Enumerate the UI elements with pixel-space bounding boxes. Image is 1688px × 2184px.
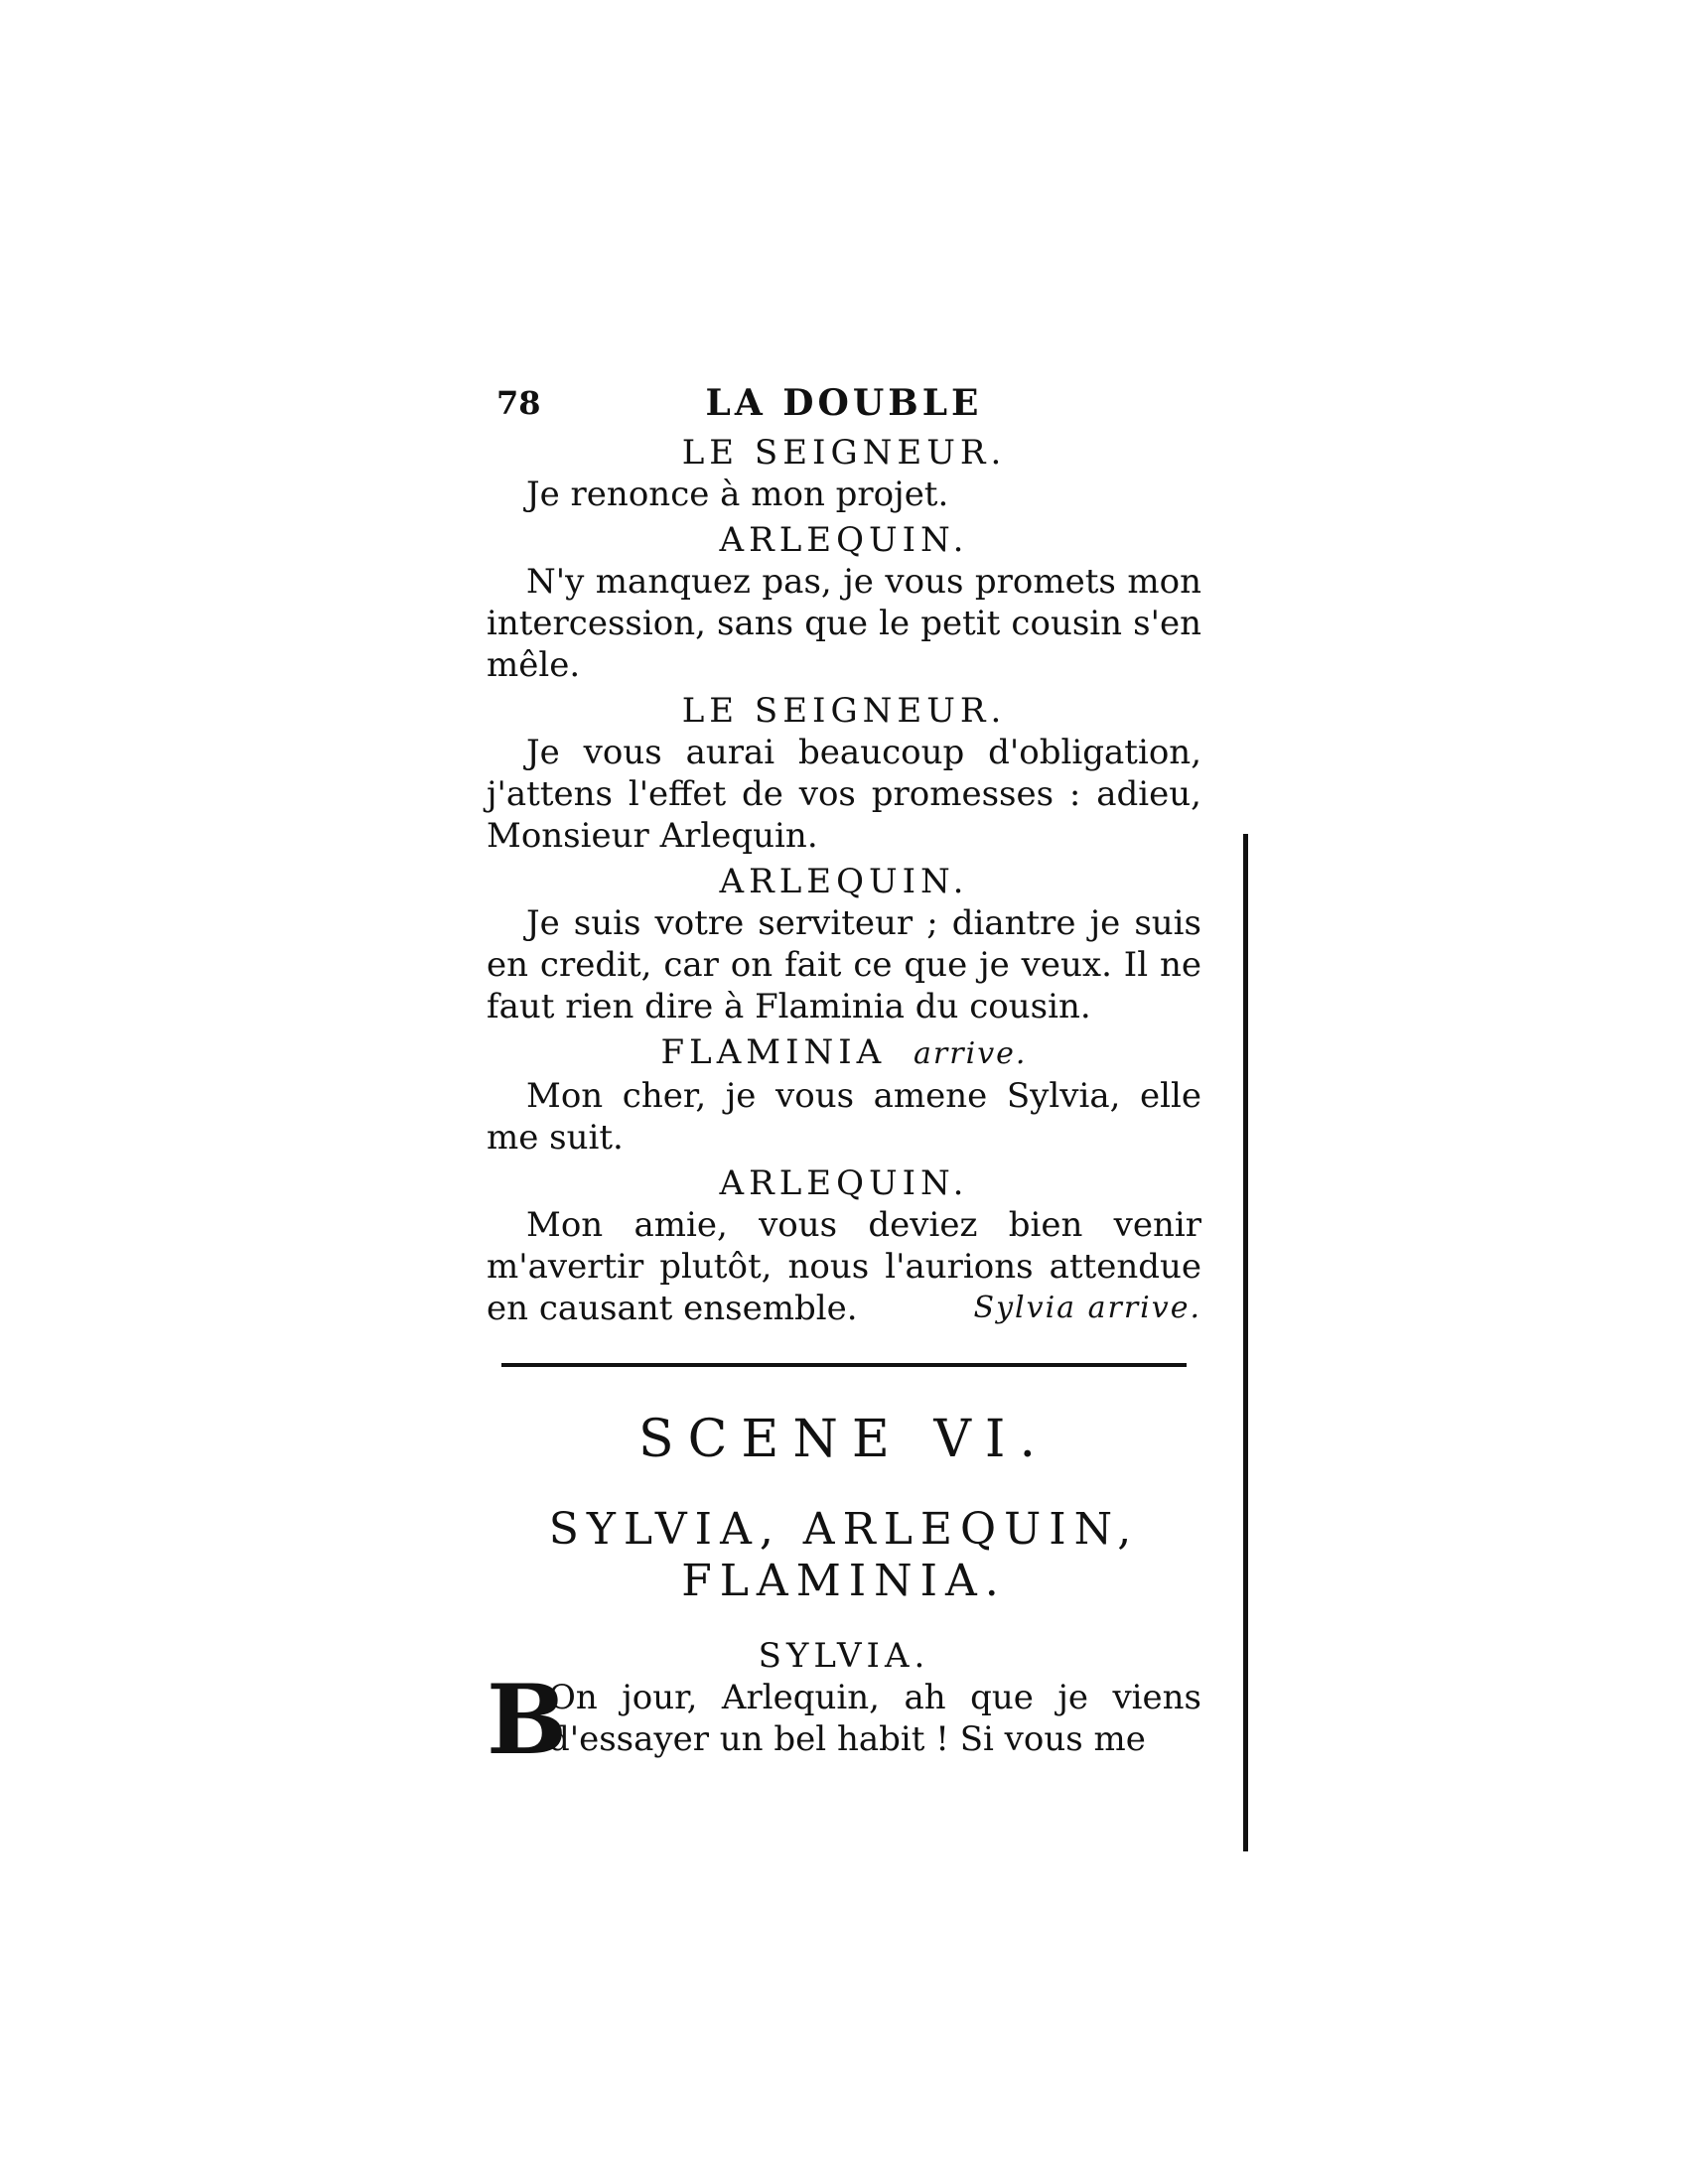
dialogue-block <box>487 1031 1201 1159</box>
drop-cap: B <box>487 1664 568 1776</box>
scene-characters <box>487 1504 1201 1607</box>
speech-text-wrapper <box>487 1204 1201 1329</box>
page-header <box>487 382 1201 428</box>
speech-text: Je vous aurai beaucoup d'obligation, j'attens l'effet de vos promesses : adieu, Monsieur Arlequin. <box>487 733 1201 856</box>
speaker-name: SYLVIA. <box>758 1636 930 1676</box>
speech-text: Mon cher, je vous amene Sylvia, elle me suit. <box>487 1076 1201 1158</box>
speech-text: N'y manquez pas, je vous promets mon intercession, sans que le petit cousin s'en mêle. <box>487 562 1201 685</box>
dialogue-block <box>487 1162 1201 1329</box>
dialogue-block <box>487 519 1201 686</box>
speech-text: On jour, Arlequin, ah que je viens d'essayer un bel habit ! Si vous me <box>548 1678 1201 1759</box>
speaker-with-stage-direction <box>487 1031 1201 1075</box>
stage-direction: Sylvia arrive. <box>973 1291 1201 1325</box>
page-number: 78 <box>496 384 541 422</box>
characters-line: FLAMINIA. <box>681 1556 1007 1606</box>
dialogue-block <box>487 432 1201 515</box>
page-edge-bar <box>1243 834 1248 1851</box>
stage-direction: arrive. <box>914 1036 1028 1071</box>
speaker-name: LE SEIGNEUR. <box>681 433 1007 473</box>
speaker-name: LE SEIGNEUR. <box>681 691 1007 731</box>
section-divider <box>501 1363 1187 1367</box>
speech-text: Je suis votre serviteur ; diantre je suis en credit, car on fait ce que je veux. Il ne faut rien dire à Flaminia du cousin. <box>487 903 1201 1026</box>
speaker-name: ARLEQUIN. <box>719 862 969 901</box>
speech-text: Je renonce à mon projet. <box>526 475 949 514</box>
speech-text: Mon amie, vous deviez bien venir m'avertir plutôt, nous l'aurions attendue en causant ensemble. <box>487 1205 1201 1328</box>
speaker-name: ARLEQUIN. <box>719 1163 969 1203</box>
speaker-name: ARLEQUIN. <box>719 520 969 560</box>
dialogue-block <box>487 690 1201 857</box>
book-page <box>487 382 1201 1776</box>
speaker-name: FLAMINIA <box>660 1032 887 1072</box>
dialogue-block <box>487 861 1201 1027</box>
running-head: LA DOUBLE <box>705 382 983 424</box>
opening-paragraph <box>487 1664 1201 1776</box>
characters-line: SYLVIA, ARLEQUIN, <box>548 1504 1140 1555</box>
scene-title: SCENE VI. <box>638 1410 1050 1469</box>
